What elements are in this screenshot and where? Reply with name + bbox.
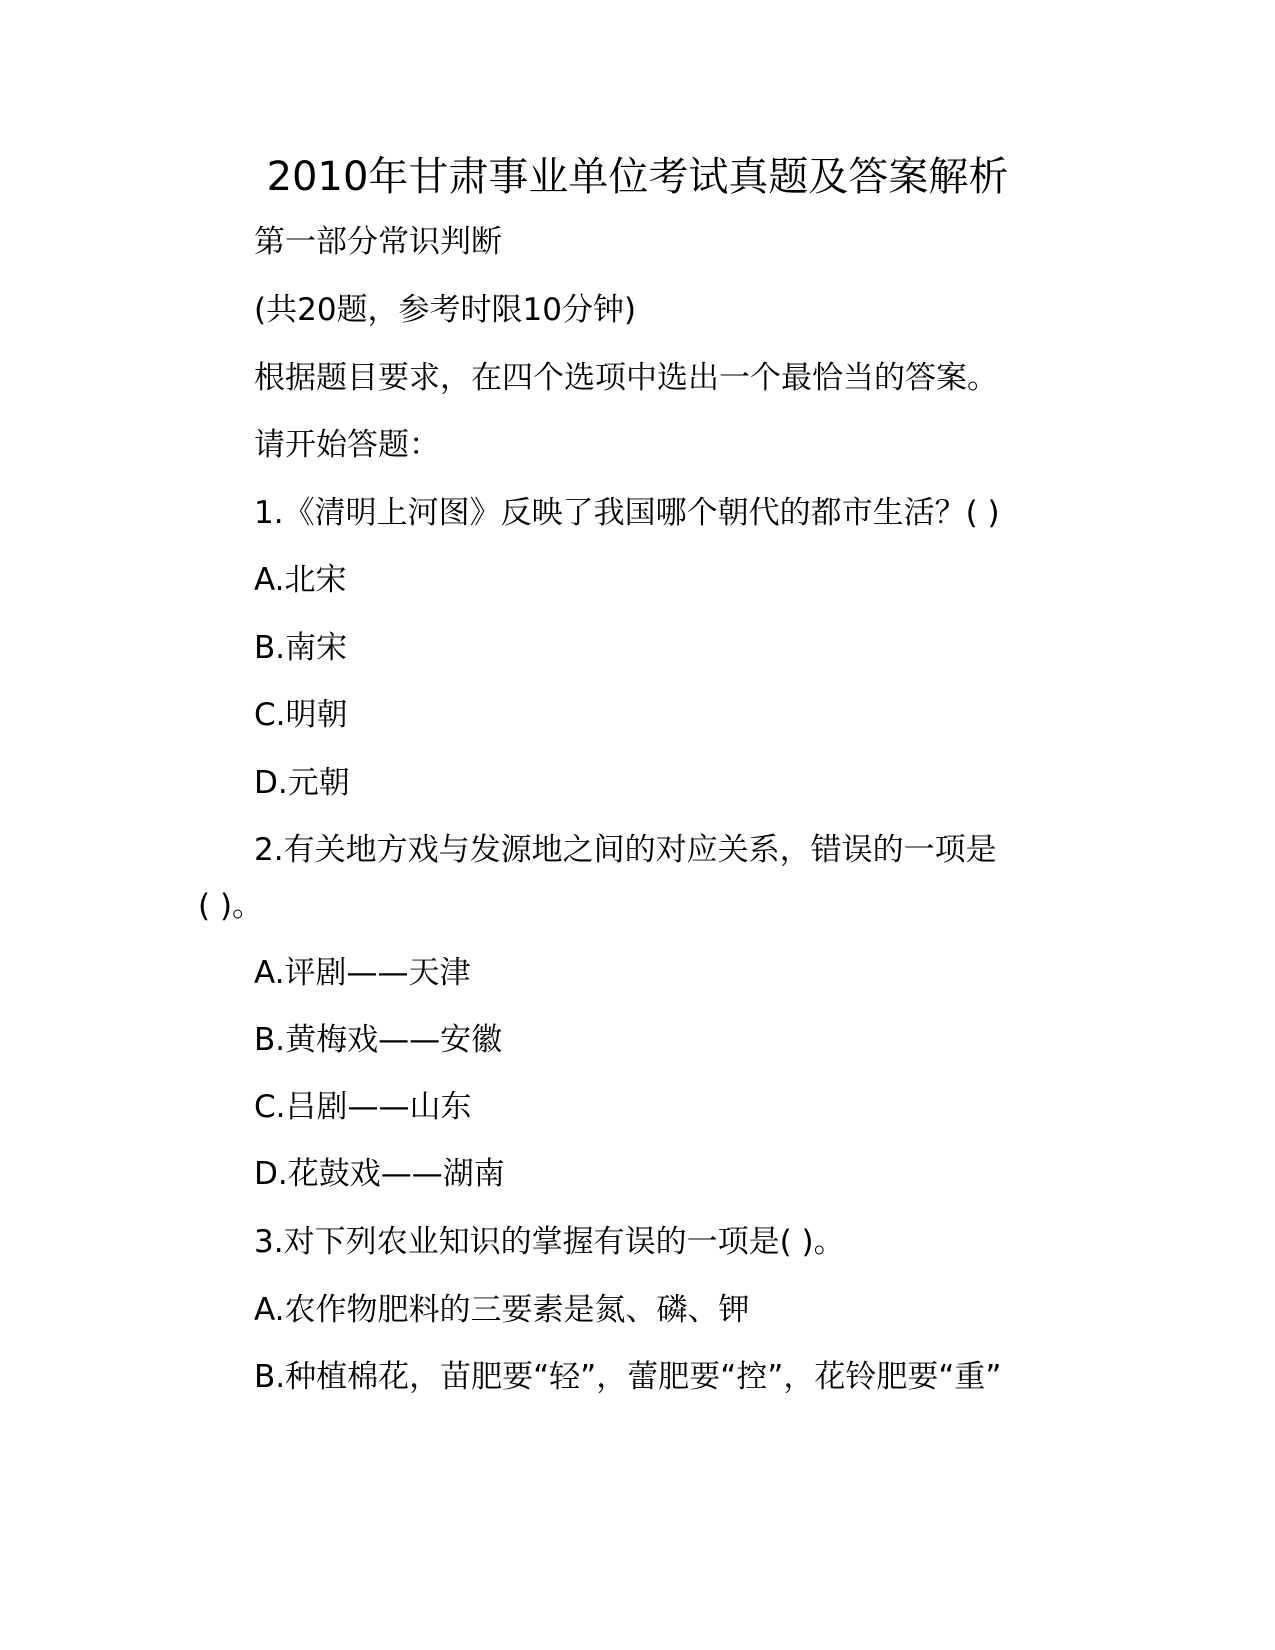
question-option: B.南宋	[254, 630, 348, 666]
question-option: B.黄梅戏——安徽	[254, 1022, 503, 1058]
question-option: A.农作物肥料的三要素是氮、磷、钾	[254, 1292, 750, 1328]
question-stem-continued: ( )。	[198, 888, 264, 924]
question-stem: 1.《清明上河图》反映了我国哪个朝代的都市生活？( )	[254, 495, 1000, 531]
question-stem: 2.有关地方戏与发源地之间的对应关系，错误的一项是	[254, 832, 997, 868]
question-option: C.明朝	[254, 697, 348, 733]
question-option: A.评剧——天津	[254, 955, 471, 991]
section-heading: 第一部分常识判断	[254, 224, 502, 260]
document-title: 2010年甘肃事业单位考试真题及答案解析	[266, 154, 1009, 200]
question-option: A.北宋	[254, 562, 347, 598]
section-instruction: 根据题目要求，在四个选项中选出一个最恰当的答案。	[254, 360, 998, 396]
answer-prompt: 请开始答题：	[254, 427, 440, 463]
question-option: B.种植棉花，苗肥要“轻”，蕾肥要“控”，花铃肥要“重”	[254, 1359, 1002, 1395]
question-stem: 3.对下列农业知识的掌握有误的一项是( )。	[254, 1224, 845, 1260]
question-option: D.元朝	[254, 765, 350, 801]
question-option: D.花鼓戏——湖南	[254, 1156, 505, 1192]
section-meta: (共20题，参考时限10分钟)	[254, 292, 637, 328]
question-option: C.吕剧——山东	[254, 1089, 472, 1125]
